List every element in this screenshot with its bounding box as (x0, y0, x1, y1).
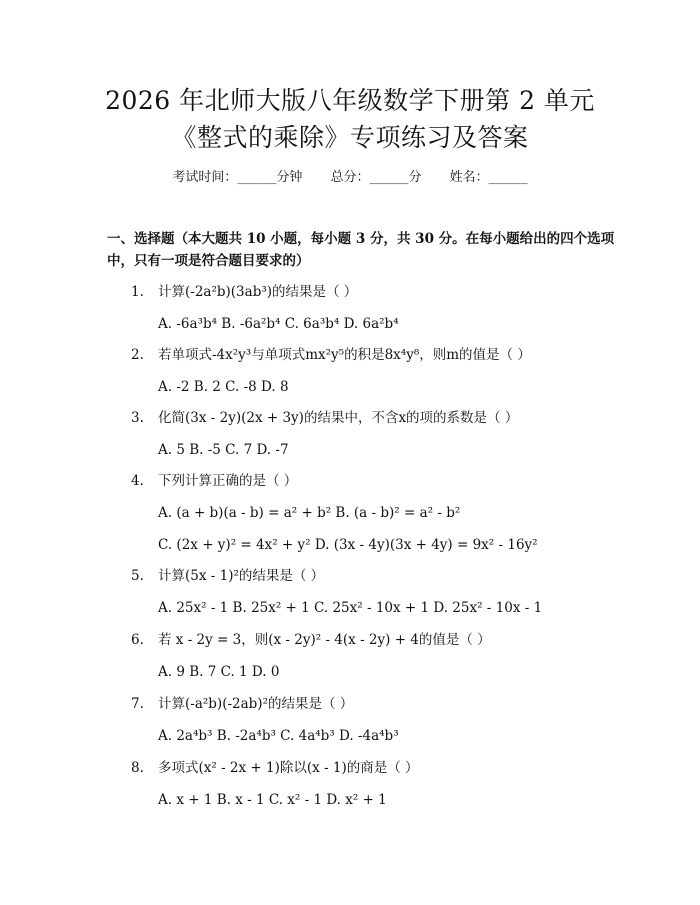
question-text: 若 x - 2y = 3，则(x - 2y)² - 4(x - 2y) + 4的值是（ ） (158, 632, 491, 648)
question-number: 4. (131, 473, 144, 489)
exam-info-row (0, 169, 700, 187)
student-name-field: 姓名：______ (449, 170, 528, 185)
question-options: A. x + 1 B. x - 1 C. x² - 1 D. x² + 1 (158, 792, 387, 808)
question-number: 5. (131, 568, 144, 584)
question-number: 2. (131, 347, 144, 363)
question-options: A. 9 B. 7 C. 1 D. 0 (158, 664, 280, 680)
question-options: A. -6a³b⁴ B. -6a²b⁴ C. 6a³b⁴ D. 6a²b⁴ (158, 316, 399, 332)
question-text: 多项式(x² - 2x + 1)除以(x - 1)的商是（ ） (158, 760, 419, 776)
question-text: 计算(-2a²b)(3ab³)的结果是（ ） (158, 284, 358, 300)
question-text: 计算(-a²b)(-2ab)²的结果是（ ） (158, 696, 354, 712)
question-number: 7. (131, 696, 144, 712)
question-options: C. (2x + y)² = 4x² + y² D. (3x - 4y)(3x + 4y) = 9x² - 16y² (158, 537, 538, 553)
total-score-field: 总分：______分 (330, 170, 422, 185)
question-options: A. -2 B. 2 C. -8 D. 8 (158, 379, 289, 395)
question-number: 3. (131, 410, 144, 426)
question-options: A. 2a⁴b³ B. -2a⁴b³ C. 4a⁴b³ D. -4a⁴b³ (158, 728, 399, 744)
question-number: 1. (131, 284, 144, 300)
question-text: 若单项式-4x²y³与单项式mx²y⁵的积是8x⁴y⁸，则m的值是（ ） (158, 347, 531, 363)
question-options: A. (a + b)(a - b) = a² + b² B. (a - b)² = a² - b² (158, 505, 461, 521)
document-title-line-1: 2026 年北师大版八年级数学下册第 2 单元 (105, 86, 595, 115)
document-title-line-2: 《整式的乘除》专项练习及答案 (171, 123, 529, 152)
question-number: 8. (131, 760, 144, 776)
section-heading-multiple-choice: 一、选择题（本大题共 10 小题，每小题 3 分，共 30 分。在每小题给出的四个选项中，只有一项是符合题目要求的） (107, 231, 615, 269)
question-text: 化简(3x - 2y)(2x + 3y)的结果中，不含x的项的系数是（ ） (158, 410, 519, 426)
question-text: 计算(5x - 1)²的结果是（ ） (158, 568, 325, 584)
question-options: A. 5 B. -5 C. 7 D. -7 (158, 442, 289, 458)
question-options: A. 25x² - 1 B. 25x² + 1 C. 25x² - 10x + 1 D. 25x² - 10x - 1 (158, 600, 543, 616)
question-number: 6. (131, 632, 144, 648)
exam-time-field: 考试时间：______分钟 (172, 170, 303, 185)
question-text: 下列计算正确的是（ ） (158, 473, 298, 489)
